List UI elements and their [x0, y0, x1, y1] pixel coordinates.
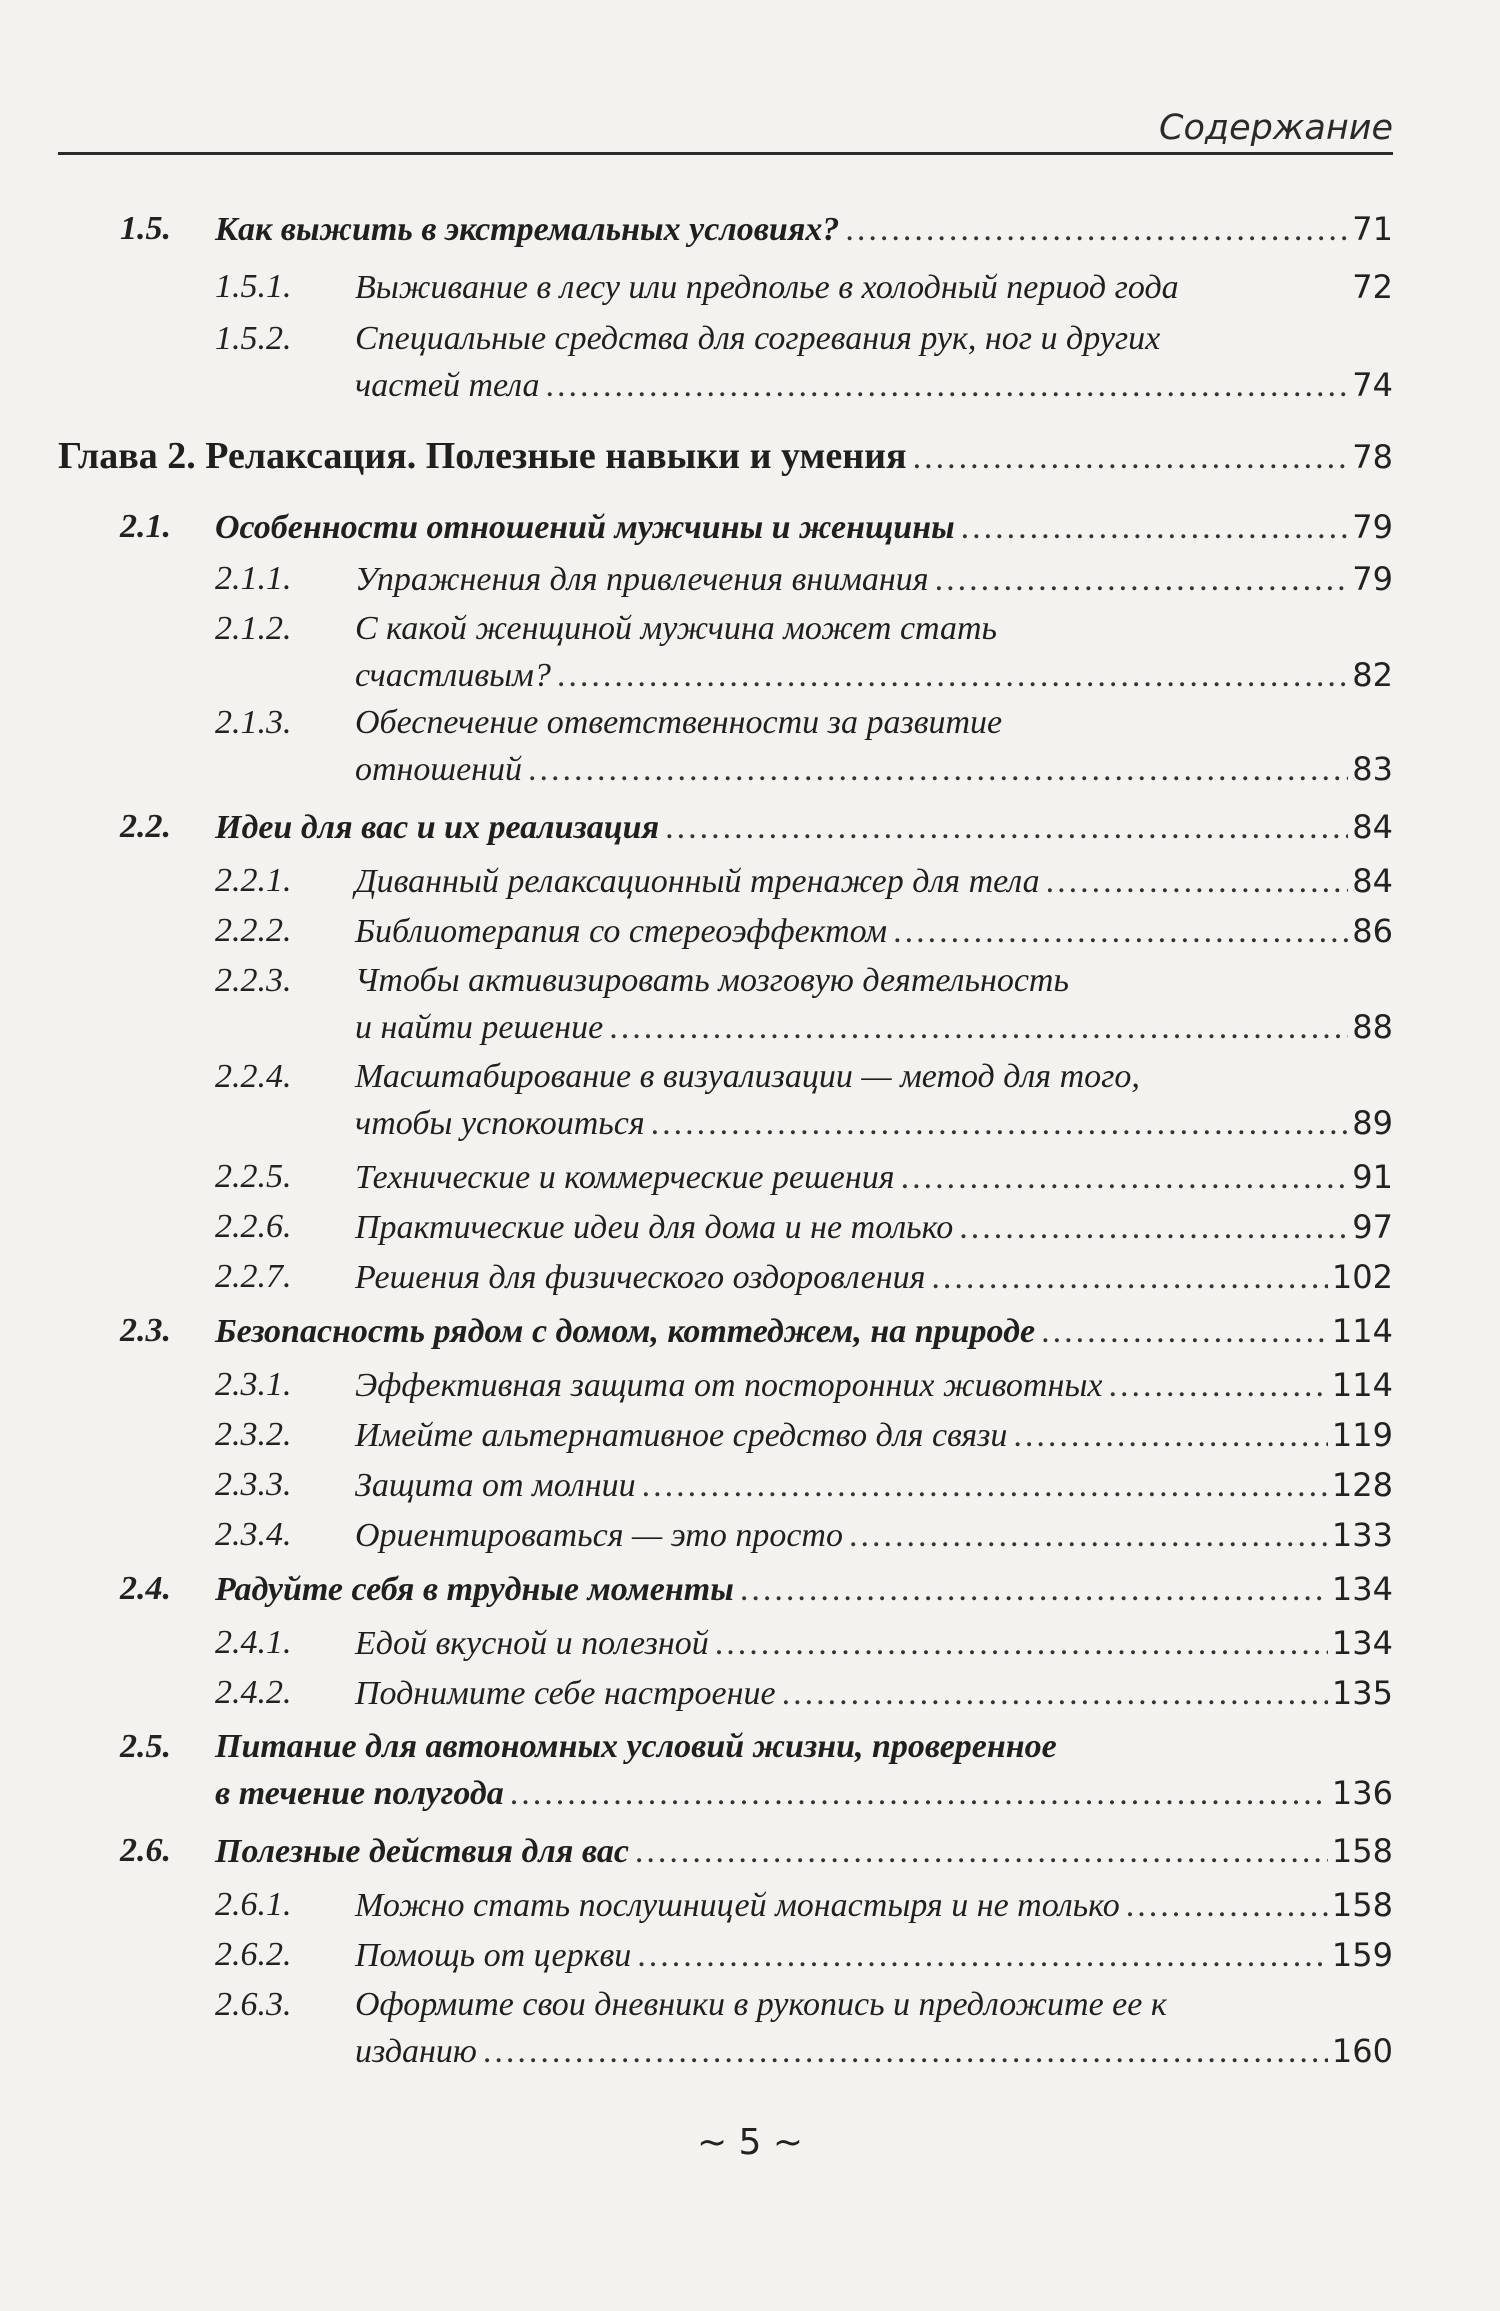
- toc-entry-number: 2.2.4.: [215, 1058, 292, 1095]
- dot-leader: [637, 1937, 1328, 1975]
- toc-entry-title: Эффективная защита от посторонних животных: [355, 1367, 1103, 1404]
- toc-page-number: 78: [1352, 438, 1393, 476]
- toc-entry-number: 2.6.3.: [215, 1986, 292, 2023]
- toc-entry-number: 1.5.2.: [215, 320, 292, 357]
- toc-entry-title: Решения для физического оздоровления: [355, 1259, 926, 1296]
- dot-leader: [959, 1209, 1348, 1247]
- toc-page-number: 82: [1352, 656, 1393, 694]
- toc-entry-number: 2.3.: [120, 1312, 171, 1349]
- toc-entry-title: Выживание в лесу или предполье в холодный период года: [355, 269, 1179, 306]
- toc-entry-title: Обеспечение ответственности за развитие: [355, 704, 1003, 741]
- toc-page-number: 84: [1352, 862, 1393, 900]
- toc-page-number: 128: [1331, 1466, 1393, 1504]
- toc-entry-title: Поднимите себе настроение: [355, 1675, 776, 1712]
- toc-entry-title-continuation: изданию: [355, 2033, 477, 2070]
- dot-leader: [893, 913, 1348, 951]
- toc-page-number: 79: [1352, 560, 1393, 598]
- dot-leader: [642, 1467, 1328, 1505]
- dot-leader: [609, 1009, 1348, 1047]
- toc-page-number: 159: [1331, 1936, 1393, 1974]
- dot-leader: [935, 561, 1349, 599]
- toc-entry-title: Можно стать послушницей монастыря и не только: [355, 1887, 1120, 1924]
- dot-leader: [1108, 1367, 1327, 1405]
- dot-leader: [740, 1571, 1328, 1609]
- toc-entry-title: Полезные действия для вас: [215, 1833, 629, 1870]
- toc-page-number: 158: [1331, 1832, 1393, 1870]
- toc-entry-number: 1.5.: [120, 210, 171, 247]
- toc-entry-title: Технические и коммерческие решения: [355, 1159, 895, 1196]
- dot-leader: [1046, 863, 1349, 901]
- dot-leader: [1013, 1417, 1328, 1455]
- dot-leader: [557, 657, 1348, 695]
- toc-page-number: 74: [1352, 366, 1393, 404]
- page-number: ~ 5 ~: [696, 2122, 804, 2163]
- toc-page-number: 84: [1352, 808, 1393, 846]
- toc-entry-number: 2.2.2.: [215, 912, 292, 949]
- toc-entry-number: 2.2.: [120, 808, 171, 845]
- toc-entry-title: Ориентироваться — это просто: [355, 1517, 843, 1554]
- running-head: Содержание: [1159, 108, 1393, 148]
- dot-leader: [483, 2033, 1328, 2071]
- toc-entry-number: 2.6.: [120, 1832, 171, 1869]
- toc-entry-number: 2.4.2.: [215, 1674, 292, 1711]
- toc-entry-title: Упражнения для привлечения внимания: [355, 561, 929, 598]
- toc-page-number: 86: [1352, 912, 1393, 950]
- toc-page-number: 114: [1331, 1312, 1393, 1350]
- toc-entry-number: 2.3.4.: [215, 1516, 292, 1553]
- toc-entry-title: Помощь от церкви: [355, 1937, 632, 1974]
- dot-leader: [845, 211, 1348, 249]
- toc-entry-title: Особенности отношений мужчины и женщины: [215, 509, 955, 546]
- toc-entry-title-continuation: в течение полугода: [215, 1775, 504, 1812]
- toc-entry-title: Оформите свои дневники в рукопись и предложите ее к: [355, 1986, 1167, 2023]
- toc-page-number: 158: [1331, 1886, 1393, 1924]
- toc-entry-number: 2.2.7.: [215, 1258, 292, 1295]
- dot-leader: [510, 1775, 1328, 1813]
- toc-entry-title: С какой женщиной мужчина может стать: [355, 610, 998, 647]
- dot-leader: [782, 1675, 1328, 1713]
- toc-entry-title: Радуйте себя в трудные моменты: [215, 1571, 734, 1608]
- toc-entry-title: Безопасность рядом с домом, коттеджем, на природе: [215, 1313, 1036, 1350]
- toc-entry-number: 2.6.1.: [215, 1886, 292, 1923]
- toc-entry-title: Защита от молнии: [355, 1467, 636, 1504]
- toc-page-number: 160: [1331, 2032, 1393, 2070]
- toc-page-number: 134: [1331, 1624, 1393, 1662]
- toc-page-number: 97: [1352, 1208, 1393, 1246]
- toc-entry-number: 2.2.5.: [215, 1158, 292, 1195]
- toc-entry-number: 2.1.3.: [215, 704, 292, 741]
- toc-entry-number: 2.1.: [120, 508, 171, 545]
- toc-page-number: 72: [1352, 268, 1393, 306]
- toc-entry-number: 1.5.1.: [215, 268, 292, 305]
- dot-leader: [901, 1159, 1349, 1197]
- dot-leader: [961, 509, 1349, 547]
- toc-entry-number: 2.2.6.: [215, 1208, 292, 1245]
- toc-entry-number: 2.4.: [120, 1570, 171, 1607]
- toc-entry-title-continuation: чтобы успокоиться: [355, 1105, 645, 1142]
- toc-entry-number: 2.4.1.: [215, 1624, 292, 1661]
- toc-entry-number: 2.2.1.: [215, 862, 292, 899]
- toc-page-number: 91: [1352, 1158, 1393, 1196]
- toc-entry-title-continuation: счастливым?: [355, 657, 551, 694]
- toc-page-number: 136: [1331, 1774, 1393, 1812]
- toc-page-number: 89: [1352, 1104, 1393, 1142]
- toc-entry-number: 2.3.1.: [215, 1366, 292, 1403]
- toc-entry-title: Питание для автономных условий жизни, проверенное: [215, 1728, 1057, 1765]
- toc-page-number: 79: [1352, 508, 1393, 546]
- dot-leader: [665, 809, 1348, 847]
- dot-leader: [715, 1625, 1328, 1663]
- toc-page-number: 88: [1352, 1008, 1393, 1046]
- toc-page-number: 114: [1331, 1366, 1393, 1404]
- toc-entry-title: Чтобы активизировать мозговую деятельность: [355, 962, 1069, 999]
- toc-entry-title: Практические идеи для дома и не только: [355, 1209, 954, 1246]
- toc-page-number: 102: [1331, 1258, 1393, 1296]
- dot-leader: [651, 1105, 1349, 1143]
- toc-entry-title-continuation: и найти решение: [355, 1009, 604, 1046]
- toc-page-number: 83: [1352, 750, 1393, 788]
- toc-entry-number: 2.3.2.: [215, 1416, 292, 1453]
- toc-entry-title: Глава 2. Релаксация. Полезные навыки и умения: [58, 435, 907, 477]
- toc-entry-number: 2.3.3.: [215, 1466, 292, 1503]
- dot-leader: [546, 367, 1349, 405]
- toc-entry-title: Едой вкусной и полезной: [355, 1625, 709, 1662]
- toc-entry-title: Диванный релаксационный тренажер для тела: [355, 863, 1040, 900]
- toc-entry-title-continuation: частей тела: [355, 367, 540, 404]
- toc-page-number: 135: [1331, 1674, 1393, 1712]
- toc-entry-number: 2.2.3.: [215, 962, 292, 999]
- toc-entry-title: Специальные средства для согревания рук, ног и других: [355, 320, 1161, 357]
- toc-entry-number: 2.6.2.: [215, 1936, 292, 1973]
- header-rule: [58, 152, 1393, 155]
- dot-leader: [528, 751, 1348, 789]
- toc-entry-title: Идеи для вас и их реализация: [215, 809, 660, 846]
- toc-entry-title: Библиотерапия со стереоэффектом: [355, 913, 888, 950]
- dot-leader: [1041, 1313, 1328, 1351]
- dot-leader: [849, 1517, 1328, 1555]
- toc-entry-title: Масштабирование в визуализации — метод для того,: [355, 1058, 1140, 1095]
- dot-leader: [635, 1833, 1328, 1871]
- dot-leader: [931, 1259, 1328, 1297]
- toc-entry-number: 2.5.: [120, 1728, 171, 1765]
- toc-entry-title-continuation: отношений: [355, 751, 523, 788]
- toc-page-number: 133: [1331, 1516, 1393, 1554]
- toc-page-number: 71: [1352, 210, 1393, 248]
- toc-page-number: 134: [1331, 1570, 1393, 1608]
- toc-entry-title: Имейте альтернативное средство для связи: [355, 1417, 1008, 1454]
- dot-leader: [1126, 1887, 1328, 1925]
- toc-entry-title: Как выжить в экстремальных условиях?: [215, 211, 840, 248]
- toc-page-number: 119: [1331, 1416, 1393, 1454]
- toc-entry-number: 2.1.1.: [215, 560, 292, 597]
- dot-leader: [913, 439, 1349, 477]
- toc-entry-number: 2.1.2.: [215, 610, 292, 647]
